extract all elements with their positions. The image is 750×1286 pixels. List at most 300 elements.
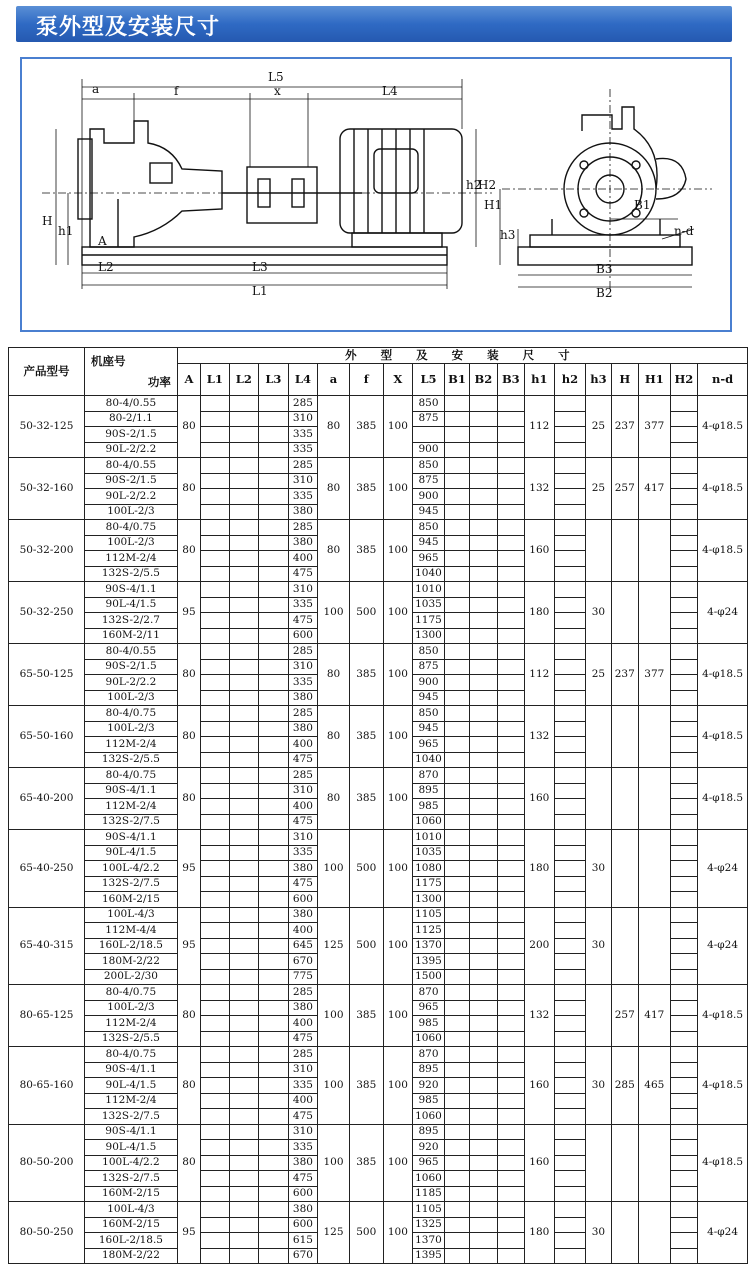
cell-L4: 310 (288, 473, 318, 489)
table-row (9, 644, 748, 660)
cell-base-power: 80-2/1.1 (84, 411, 177, 427)
table-row (9, 768, 748, 784)
cell-B3 (497, 1233, 524, 1249)
cell-L1 (201, 954, 229, 970)
cell-B1 (444, 907, 469, 923)
cell-H1 (639, 768, 671, 830)
cell-base-power: 90L-2/2.2 (84, 489, 177, 505)
cell-h3: 25 (586, 396, 611, 458)
cell-h1: 132 (525, 706, 555, 768)
cell-L5: 1060 (413, 814, 445, 830)
cell-B1 (444, 845, 469, 861)
cell-L4: 775 (288, 969, 318, 985)
cell-L1 (201, 923, 229, 939)
cell-L5: 1325 (413, 1217, 445, 1233)
cell-B3 (497, 504, 524, 520)
cell-B3 (497, 1140, 524, 1156)
cell-A: 80 (177, 458, 200, 520)
cell-L3 (259, 814, 289, 830)
cell-B3 (497, 1000, 524, 1016)
cell-B2 (470, 690, 497, 706)
cell-h3 (586, 520, 611, 582)
cell-H: 237 (611, 644, 638, 706)
cell-H2 (670, 1109, 697, 1125)
cell-h2 (554, 876, 586, 892)
cell-X: 100 (383, 1202, 413, 1264)
cell-h2 (554, 1078, 586, 1094)
cell-B2 (470, 597, 497, 613)
cell-H2 (670, 907, 697, 923)
cell-L1 (201, 613, 229, 629)
cell-L3 (259, 985, 289, 1001)
header-dim-h2: H2 (670, 364, 697, 396)
cell-B2 (470, 985, 497, 1001)
cell-h2 (554, 1155, 586, 1171)
cell-L2 (229, 830, 259, 846)
cell-A: 80 (177, 396, 200, 458)
cell-L4: 380 (288, 1155, 318, 1171)
cell-L2 (229, 396, 259, 412)
cell-L2 (229, 876, 259, 892)
cell-f: 385 (349, 1047, 383, 1125)
cell-f: 385 (349, 396, 383, 458)
cell-L2 (229, 1171, 259, 1187)
cell-base-power: 160M-2/11 (84, 628, 177, 644)
cell-B3 (497, 783, 524, 799)
cell-L4: 335 (288, 1078, 318, 1094)
cell-L4: 310 (288, 830, 318, 846)
cell-base-power: 100L-2/3 (84, 690, 177, 706)
cell-B3 (497, 473, 524, 489)
cell-H2 (670, 1124, 697, 1140)
cell-L3 (259, 396, 289, 412)
cell-H2 (670, 938, 697, 954)
cell-H2 (670, 411, 697, 427)
cell-H2 (670, 1016, 697, 1032)
cell-A: 95 (177, 830, 200, 908)
cell-L2 (229, 597, 259, 613)
cell-H (611, 706, 638, 768)
cell-H: 237 (611, 396, 638, 458)
cell-L4: 380 (288, 690, 318, 706)
cell-B3 (497, 861, 524, 877)
cell-a: 100 (318, 985, 350, 1047)
cell-L5: 895 (413, 1062, 445, 1078)
cell-L2 (229, 907, 259, 923)
cell-L5: 1300 (413, 628, 445, 644)
cell-L1 (201, 1016, 229, 1032)
cell-B1 (444, 520, 469, 536)
cell-L3 (259, 845, 289, 861)
cell-L1 (201, 1140, 229, 1156)
cell-B2 (470, 1186, 497, 1202)
cell-B3 (497, 938, 524, 954)
cell-base-power: 90L-4/1.5 (84, 1078, 177, 1094)
cell-L5: 920 (413, 1140, 445, 1156)
cell-B3 (497, 799, 524, 815)
cell-base-power: 80-4/0.55 (84, 644, 177, 660)
cell-X: 100 (383, 396, 413, 458)
cell-h2 (554, 473, 586, 489)
cell-L5: 1395 (413, 954, 445, 970)
cell-L2 (229, 799, 259, 815)
cell-L1 (201, 582, 229, 598)
cell-h2 (554, 442, 586, 458)
cell-B1 (444, 411, 469, 427)
cell-base-power: 132S-2/5.5 (84, 1031, 177, 1047)
dim-label-H1: H1 (484, 198, 503, 212)
pump-drawing (22, 59, 730, 330)
cell-nd: 4-φ18.5 (698, 458, 748, 520)
cell-L3 (259, 1016, 289, 1032)
cell-product: 50-32-250 (9, 582, 85, 644)
cell-L2 (229, 938, 259, 954)
cell-h2 (554, 458, 586, 474)
dim-label-l2: L2 (98, 260, 114, 274)
cell-H2 (670, 783, 697, 799)
cell-L1 (201, 396, 229, 412)
cell-h2 (554, 1171, 586, 1187)
cell-B2 (470, 1155, 497, 1171)
dim-label-H2: H2 (478, 178, 497, 192)
dim-label-h1: h1 (58, 224, 74, 238)
cell-h1: 112 (525, 644, 555, 706)
cell-L2 (229, 1202, 259, 1218)
cell-B1 (444, 535, 469, 551)
cell-base-power: 90L-2/2.2 (84, 675, 177, 691)
cell-B2 (470, 411, 497, 427)
cell-L5: 1010 (413, 582, 445, 598)
cell-B3 (497, 613, 524, 629)
cell-product: 80-65-160 (9, 1047, 85, 1125)
cell-a: 100 (318, 1047, 350, 1125)
cell-nd: 4-φ18.5 (698, 706, 748, 768)
cell-base-power: 80-4/0.55 (84, 396, 177, 412)
cell-h2 (554, 628, 586, 644)
cell-H2 (670, 1000, 697, 1016)
cell-B3 (497, 907, 524, 923)
cell-base-power: 90S-2/1.5 (84, 659, 177, 675)
cell-f: 500 (349, 1202, 383, 1264)
cell-base-power: 90L-4/1.5 (84, 845, 177, 861)
cell-B1 (444, 582, 469, 598)
cell-h3: 25 (586, 458, 611, 520)
cell-base-power: 90S-4/1.1 (84, 1062, 177, 1078)
cell-B2 (470, 659, 497, 675)
cell-product: 65-40-200 (9, 768, 85, 830)
cell-a: 100 (318, 830, 350, 908)
cell-B2 (470, 442, 497, 458)
cell-B2 (470, 969, 497, 985)
cell-B2 (470, 830, 497, 846)
cell-L2 (229, 582, 259, 598)
cell-L2 (229, 427, 259, 443)
cell-B1 (444, 861, 469, 877)
cell-X: 100 (383, 582, 413, 644)
cell-L2 (229, 985, 259, 1001)
cell-B1 (444, 690, 469, 706)
cell-h2 (554, 721, 586, 737)
cell-B2 (470, 535, 497, 551)
cell-h2 (554, 690, 586, 706)
cell-B2 (470, 1124, 497, 1140)
cell-f: 385 (349, 1124, 383, 1202)
cell-H2 (670, 1186, 697, 1202)
cell-L4: 285 (288, 1047, 318, 1063)
cell-B2 (470, 737, 497, 753)
cell-L5: 1080 (413, 861, 445, 877)
cell-L2 (229, 752, 259, 768)
header-product: 产品型号 (9, 348, 85, 396)
cell-L3 (259, 1109, 289, 1125)
cell-A: 80 (177, 1047, 200, 1125)
cell-H2 (670, 1248, 697, 1264)
cell-L3 (259, 628, 289, 644)
cell-base-power: 180M-2/22 (84, 1248, 177, 1264)
cell-L5: 1370 (413, 938, 445, 954)
cell-L2 (229, 535, 259, 551)
cell-L4: 285 (288, 520, 318, 536)
cell-B3 (497, 706, 524, 722)
cell-a: 80 (318, 520, 350, 582)
cell-H (611, 907, 638, 985)
cell-L4: 310 (288, 1124, 318, 1140)
cell-H2 (670, 845, 697, 861)
cell-B3 (497, 830, 524, 846)
cell-B2 (470, 1171, 497, 1187)
cell-base-power: 90S-4/1.1 (84, 1124, 177, 1140)
cell-H (611, 830, 638, 908)
cell-h1: 112 (525, 396, 555, 458)
cell-B1 (444, 876, 469, 892)
dim-label-x: x (274, 84, 281, 98)
cell-B3 (497, 690, 524, 706)
cell-B1 (444, 1248, 469, 1264)
cell-product: 50-32-160 (9, 458, 85, 520)
cell-B2 (470, 1093, 497, 1109)
cell-B3 (497, 520, 524, 536)
cell-L4: 285 (288, 396, 318, 412)
cell-X: 100 (383, 1124, 413, 1202)
cell-H2 (670, 504, 697, 520)
cell-B2 (470, 1047, 497, 1063)
cell-base-power: 132S-2/7.5 (84, 1171, 177, 1187)
table-row (9, 1124, 748, 1140)
cell-H2 (670, 1233, 697, 1249)
cell-L4: 285 (288, 644, 318, 660)
cell-L2 (229, 954, 259, 970)
cell-L1 (201, 1248, 229, 1264)
cell-B2 (470, 845, 497, 861)
cell-H1: 377 (639, 644, 671, 706)
cell-B3 (497, 1171, 524, 1187)
cell-A: 80 (177, 768, 200, 830)
cell-L2 (229, 1078, 259, 1094)
cell-B3 (497, 675, 524, 691)
cell-L4: 400 (288, 799, 318, 815)
cell-product: 80-65-125 (9, 985, 85, 1047)
cell-L2 (229, 458, 259, 474)
cell-L3 (259, 613, 289, 629)
cell-L4: 475 (288, 1171, 318, 1187)
table-row (9, 907, 748, 923)
cell-L3 (259, 938, 289, 954)
cell-B1 (444, 396, 469, 412)
cell-L3 (259, 923, 289, 939)
cell-a: 80 (318, 458, 350, 520)
cell-L5: 875 (413, 411, 445, 427)
cell-B1 (444, 1016, 469, 1032)
cell-H (611, 768, 638, 830)
cell-L3 (259, 1155, 289, 1171)
cell-L3 (259, 1047, 289, 1063)
table-row (9, 706, 748, 722)
cell-B2 (470, 876, 497, 892)
table-row (9, 458, 748, 474)
section-title: 泵外型及安装尺寸 (36, 15, 221, 40)
cell-H2 (670, 1062, 697, 1078)
cell-B2 (470, 628, 497, 644)
cell-base-power: 100L-4/2.2 (84, 861, 177, 877)
cell-L1 (201, 799, 229, 815)
cell-L4: 600 (288, 1217, 318, 1233)
cell-H2 (670, 1202, 697, 1218)
cell-L4: 380 (288, 1000, 318, 1016)
cell-L2 (229, 1093, 259, 1109)
cell-L5: 1125 (413, 923, 445, 939)
cell-H1 (639, 520, 671, 582)
cell-B2 (470, 1109, 497, 1125)
cell-A: 80 (177, 644, 200, 706)
cell-H2 (670, 706, 697, 722)
cell-h2 (554, 706, 586, 722)
cell-B2 (470, 954, 497, 970)
cell-L2 (229, 923, 259, 939)
cell-h2 (554, 830, 586, 846)
cell-h3: 30 (586, 582, 611, 644)
cell-B1 (444, 427, 469, 443)
header-dim-a: a (318, 364, 350, 396)
cell-L5: 920 (413, 1078, 445, 1094)
cell-H2 (670, 1155, 697, 1171)
cell-h2 (554, 1140, 586, 1156)
cell-B3 (497, 969, 524, 985)
cell-L2 (229, 442, 259, 458)
cell-L1 (201, 938, 229, 954)
cell-L1 (201, 706, 229, 722)
cell-B2 (470, 768, 497, 784)
cell-B1 (444, 1171, 469, 1187)
cell-L5: 945 (413, 504, 445, 520)
cell-B3 (497, 1016, 524, 1032)
cell-L5: 945 (413, 535, 445, 551)
cell-h2 (554, 644, 586, 660)
cell-L4: 380 (288, 504, 318, 520)
cell-H2 (670, 752, 697, 768)
table-row (9, 830, 748, 846)
cell-L1 (201, 1155, 229, 1171)
cell-H2 (670, 892, 697, 908)
cell-H1 (639, 1124, 671, 1202)
cell-H2 (670, 520, 697, 536)
dim-label-f: f (174, 84, 179, 98)
cell-h2 (554, 1062, 586, 1078)
cell-h3 (586, 768, 611, 830)
cell-L4: 400 (288, 923, 318, 939)
cell-L3 (259, 830, 289, 846)
cell-L3 (259, 504, 289, 520)
cell-L5: 945 (413, 690, 445, 706)
cell-L4: 400 (288, 1016, 318, 1032)
cell-B1 (444, 923, 469, 939)
cell-L5: 1185 (413, 1186, 445, 1202)
cell-L1 (201, 690, 229, 706)
cell-a: 80 (318, 396, 350, 458)
cell-X: 100 (383, 1047, 413, 1125)
cell-h2 (554, 613, 586, 629)
cell-L1 (201, 1000, 229, 1016)
cell-B1 (444, 1233, 469, 1249)
dim-label-b1: B1 (634, 198, 651, 212)
header-dim-l5: L5 (413, 364, 445, 396)
header-dim-n-d: n-d (698, 364, 748, 396)
cell-base-power: 132S-2/5.5 (84, 752, 177, 768)
cell-B3 (497, 1078, 524, 1094)
cell-B2 (470, 520, 497, 536)
cell-L3 (259, 690, 289, 706)
cell-L2 (229, 1233, 259, 1249)
cell-B1 (444, 1155, 469, 1171)
header-dim-l3: L3 (259, 364, 289, 396)
cell-L5: 1010 (413, 830, 445, 846)
cell-B2 (470, 427, 497, 443)
cell-L5: 1175 (413, 876, 445, 892)
cell-H1: 417 (639, 458, 671, 520)
cell-L3 (259, 969, 289, 985)
cell-L3 (259, 427, 289, 443)
cell-L1 (201, 427, 229, 443)
cell-B3 (497, 1202, 524, 1218)
cell-L1 (201, 535, 229, 551)
cell-L2 (229, 969, 259, 985)
cell-base-power: 132S-2/2.7 (84, 613, 177, 629)
cell-B2 (470, 706, 497, 722)
cell-L3 (259, 907, 289, 923)
cell-L2 (229, 566, 259, 582)
cell-base-power: 90S-2/1.5 (84, 427, 177, 443)
cell-L3 (259, 597, 289, 613)
cell-h2 (554, 489, 586, 505)
cell-f: 385 (349, 985, 383, 1047)
cell-L2 (229, 613, 259, 629)
cell-L1 (201, 442, 229, 458)
cell-L2 (229, 1047, 259, 1063)
cell-L4: 475 (288, 1031, 318, 1047)
cell-H2 (670, 427, 697, 443)
cell-L5: 895 (413, 1124, 445, 1140)
header-dim-h1: H1 (639, 364, 671, 396)
cell-L4: 335 (288, 442, 318, 458)
cell-B1 (444, 551, 469, 567)
cell-H2 (670, 1031, 697, 1047)
cell-L4: 310 (288, 659, 318, 675)
cell-f: 500 (349, 830, 383, 908)
cell-H2 (670, 737, 697, 753)
cell-B1 (444, 458, 469, 474)
cell-base-power: 80-4/0.75 (84, 985, 177, 1001)
cell-h1: 180 (525, 1202, 555, 1264)
cell-L1 (201, 1093, 229, 1109)
